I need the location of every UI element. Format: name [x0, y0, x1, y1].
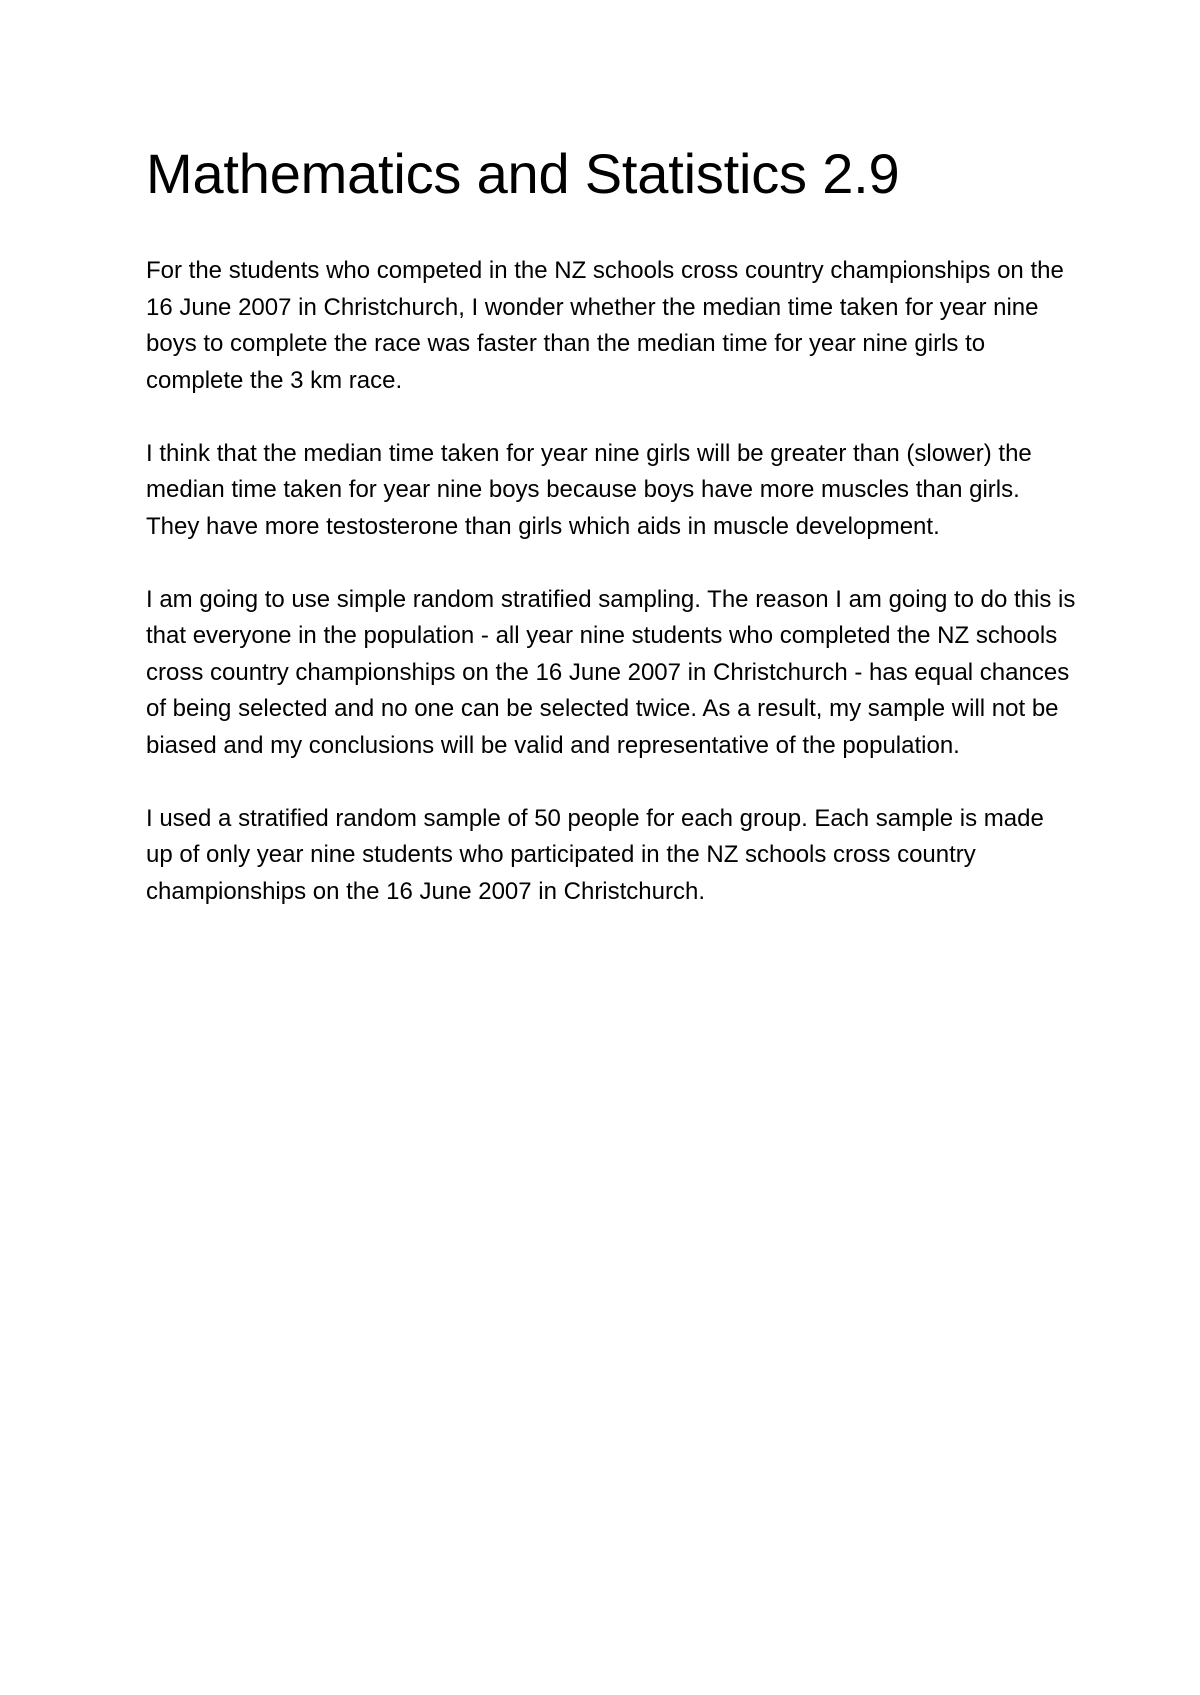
paragraph-sampling-method: I am going to use simple random stratified sampling. The reason I am going to do this is that everyone in the population - all year nine students who completed the NZ schools cross country championships on the 16 June 2007 in Christchurch - has equal chances of being selected and no one can be selected twice. As a result, my sample will not be biased and my conclusions will be valid and representative of the population. [146, 585, 1076, 759]
paragraph-investigative-question: For the students who competed in the NZ schools cross country championships on the 16 June 2007 in Christchurch, I wonder whether the median time taken for year nine boys to complete the race was faster than the median time for year nine girls to complete the 3 km race. [146, 257, 1064, 394]
paragraph-hypothesis: I think that the median time taken for year nine girls will be greater than (slower) the median time taken for year nine boys because boys have more muscles than girls. They have more testosterone than girls which aids in muscle development. [146, 439, 1032, 540]
page-title: Mathematics and Statistics 2.9 [146, 142, 900, 205]
paragraph-sample-description: I used a stratified random sample of 50 people for each group. Each sample is made up of only year nine students who participated in the NZ schools cross country championships on the 16 June 2007 in Christchurch. [146, 804, 1044, 905]
document-page [146, 140, 1076, 947]
